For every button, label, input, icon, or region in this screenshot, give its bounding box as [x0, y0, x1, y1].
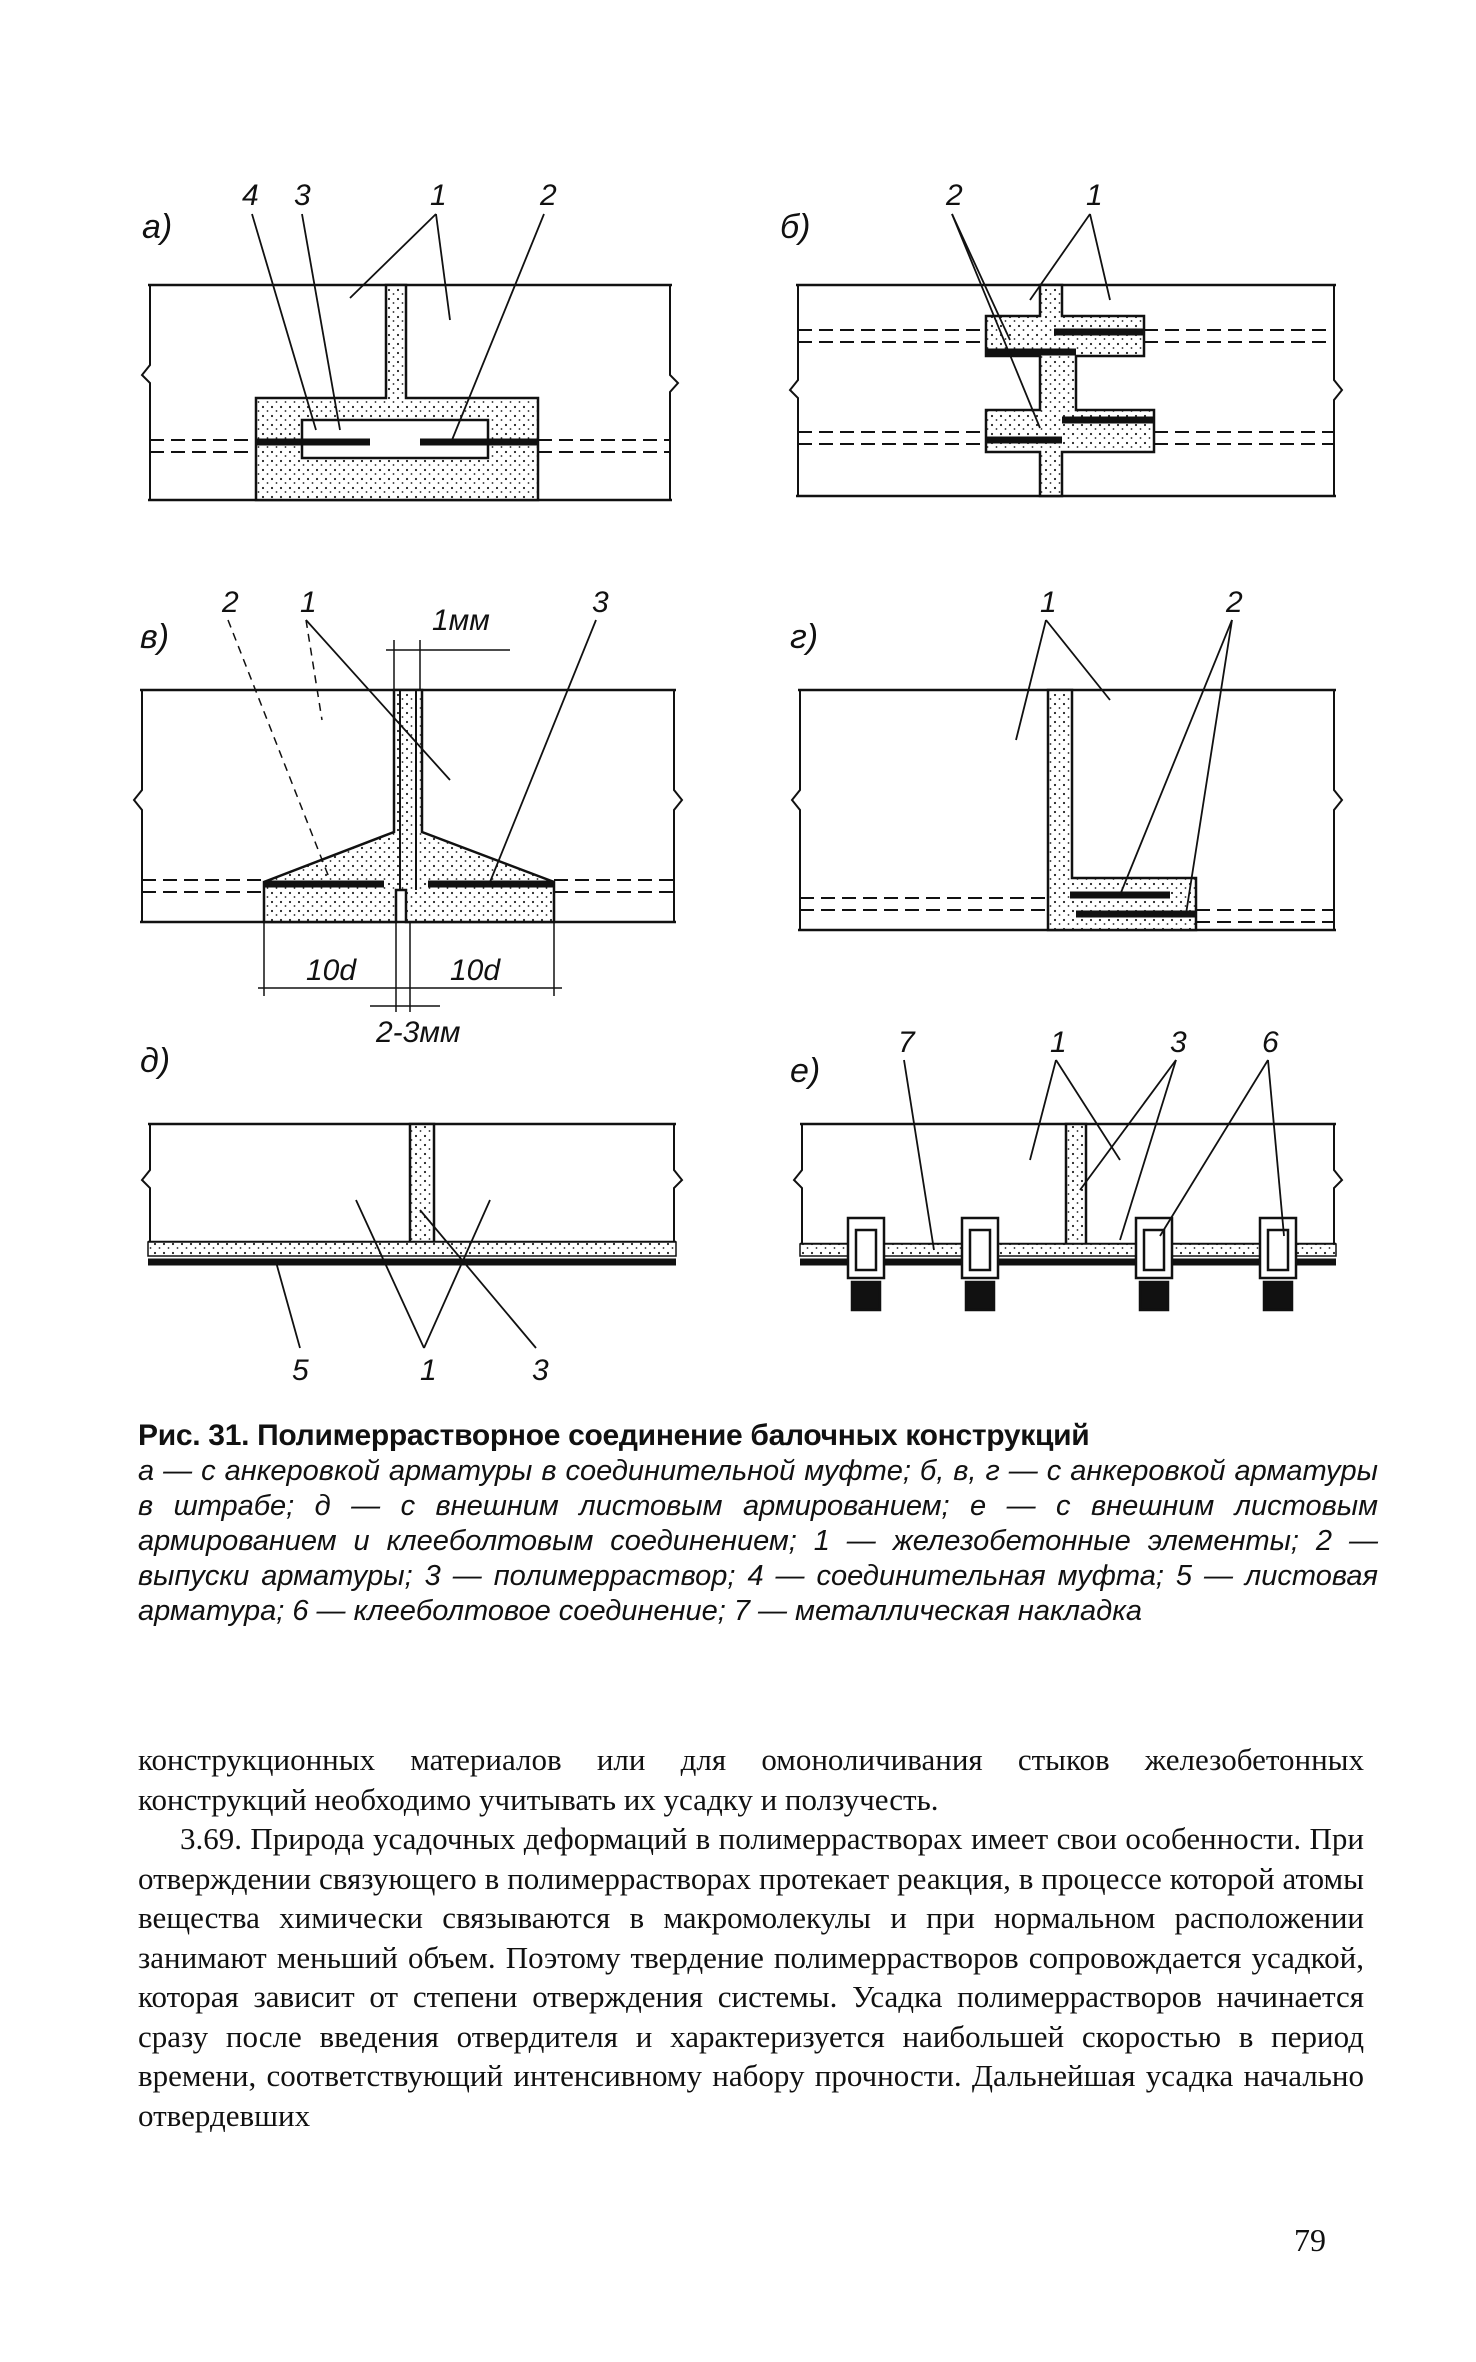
panel-a — [142, 179, 678, 500]
panel-v-dim-10d-left: 10d — [306, 954, 357, 987]
panel-v-callout-1: 1 — [300, 586, 317, 619]
panel-v-callout-2: 2 — [222, 586, 239, 619]
panel-b-letter: б) — [780, 208, 811, 246]
body-text — [138, 1740, 1364, 2135]
panel-v-dim-10d-right: 10d — [450, 954, 501, 987]
panel-a-callout-3: 3 — [294, 179, 311, 212]
panel-e-callout-7: 7 — [898, 1026, 915, 1059]
panel-e-callout-3: 3 — [1170, 1026, 1187, 1059]
panel-a-callout-1: 1 — [430, 179, 447, 212]
panel-d — [140, 1042, 682, 1387]
panel-g-callout-2: 2 — [1226, 586, 1243, 619]
paragraph-1: конструкционных материалов или для омоноличивания стыков железобетонных конструкций необходимо учитывать их усадку и ползучесть. — [138, 1742, 1364, 1817]
panel-a-callout-2: 2 — [540, 179, 557, 212]
panel-a-letter: а) — [142, 208, 173, 246]
panel-b-callout-1: 1 — [1086, 179, 1103, 212]
panel-g-callout-1: 1 — [1040, 586, 1057, 619]
panel-d-callout-1: 1 — [420, 1354, 437, 1387]
panel-d-letter: д) — [140, 1042, 171, 1080]
panel-v-dim-gap: 2-3мм — [376, 1016, 461, 1049]
panel-e-callout-6: 6 — [1262, 1026, 1279, 1059]
panel-v — [134, 586, 682, 1049]
paragraph-2: 3.69. Природа усадочных деформаций в полимеррастворах имеет свои особенности. При отверждении связующего в полимеррастворах протекает реакция, в процессе которой атомы вещества химически связываются в макромолекулы и при нормальном расположении занимают меньший объем. Поэтому твердение полимеррастворов сопровождается усадкой, которая зависит от степени отверждения системы. Усадка полимеррастворов начинается сразу после введения отвердителя и характеризуется наибольшей скоростью в период времени, соответствующий интенсивному набору прочности. Дальнейшая усадка начально отвердевших — [138, 1821, 1364, 2133]
panel-b — [780, 179, 1342, 496]
panel-v-letter: в) — [140, 618, 170, 656]
panel-g — [790, 586, 1342, 930]
panel-v-callout-3: 3 — [592, 586, 609, 619]
panel-e-letter: е) — [790, 1052, 821, 1090]
panel-b-callout-2: 2 — [946, 179, 963, 212]
figure-caption — [138, 1418, 1378, 1629]
panel-v-callout-1mm: 1мм — [432, 604, 490, 637]
caption-title: Рис. 31. Полимеррастворное соединение балочных конструкций — [138, 1419, 1090, 1452]
caption-body: а — с анкеровкой арматуры в соединительной муфте; б, в, г — с анкеровкой арматуры в штрабе; д — с внешним листовым армированием; е — с внешним листовым армированием и клееболтовым соединением; 1 — железобетонные элементы; 2 — выпуски арматуры; 3 — полимерраствор; 4 — соединительная муфта; 5 — листовая арматура; 6 — клееболтовое соединение; 7 — металлическая накладка — [138, 1455, 1378, 1627]
page-number: 79 — [1294, 2222, 1326, 2258]
panel-g-letter: г) — [790, 618, 819, 656]
panel-e-callout-1: 1 — [1050, 1026, 1067, 1059]
panel-a-callout-4: 4 — [242, 179, 259, 212]
panel-d-callout-3: 3 — [532, 1354, 549, 1387]
panel-e — [790, 1026, 1342, 1310]
panel-d-callout-5: 5 — [292, 1354, 309, 1387]
